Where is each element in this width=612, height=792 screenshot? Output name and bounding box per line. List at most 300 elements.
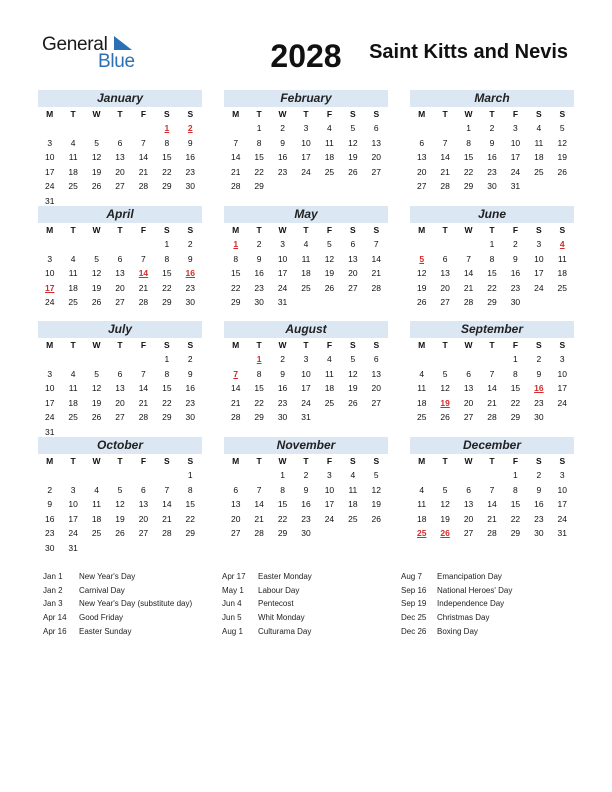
day-cell: 12 — [440, 499, 450, 509]
weekday-header: M — [418, 225, 426, 235]
month-title: April — [38, 206, 202, 223]
day-cell: 18 — [301, 268, 311, 278]
holiday-name: Pentecost — [258, 599, 294, 609]
day-cell: 5 — [94, 137, 99, 148]
holiday-name: New Year's Day — [79, 572, 136, 581]
day-cell: 12 — [557, 137, 568, 148]
month-title: February — [224, 90, 388, 107]
day-cell: 15 — [162, 152, 172, 162]
day-cell: 30 — [534, 412, 544, 422]
day-cell: 21 — [162, 513, 172, 524]
weekday-header: S — [350, 109, 356, 119]
month-october — [38, 437, 202, 555]
day-cell: 20 — [463, 397, 474, 408]
day-cell: 17 — [44, 166, 55, 177]
empty-day-cell — [224, 352, 247, 367]
day-cell: 4 — [419, 368, 425, 379]
empty-day-cell — [108, 352, 131, 367]
holiday-date: Aug 7 — [401, 572, 422, 581]
day-cell: 25 — [68, 412, 78, 422]
day-cell: 28 — [138, 412, 149, 422]
month-september — [410, 321, 574, 425]
holiday-entry — [401, 597, 512, 611]
holiday-date: Jan 1 — [43, 572, 63, 581]
day-cell: 7 — [233, 137, 239, 148]
day-cell: 10 — [557, 368, 568, 379]
day-cell: 24 — [557, 513, 568, 524]
month-may — [224, 206, 388, 310]
day-cell: 10 — [510, 137, 521, 148]
day-cell: 6 — [233, 484, 239, 495]
weekday-header: T — [117, 225, 123, 235]
day-cell: 28 — [230, 412, 241, 422]
day-cell: 28 — [487, 528, 497, 538]
day-cell: 17 — [68, 513, 78, 524]
day-cell: 3 — [327, 470, 332, 480]
day-cell: 22 — [277, 513, 288, 524]
weekday-header: W — [464, 456, 473, 466]
day-cell: 7 — [442, 137, 448, 148]
holiday-date: May 1 — [222, 585, 244, 595]
day-cell: 7 — [373, 239, 379, 249]
holiday-name: New Year's Day (substitute day) — [79, 599, 193, 609]
weekday-header: T — [70, 456, 76, 466]
day-cell: 19 — [348, 152, 358, 162]
holiday-day-cell: 16 — [185, 268, 196, 278]
day-cell: 14 — [487, 499, 497, 509]
empty-day-cell — [85, 237, 108, 252]
day-cell: 7 — [141, 137, 146, 148]
weekday-header: S — [350, 340, 356, 350]
weekday-header: M — [232, 109, 240, 119]
holiday-name: Whit Monday — [258, 613, 305, 623]
day-cell: 2 — [280, 123, 285, 133]
month-january — [38, 90, 202, 208]
weekday-header: W — [92, 456, 101, 466]
holiday-name: Christmas Day — [437, 613, 490, 623]
holiday-name: Easter Monday — [258, 572, 312, 581]
day-cell: 28 — [254, 528, 264, 538]
holiday-entry — [401, 611, 512, 625]
day-cell: 9 — [303, 484, 309, 495]
calendar-year: 2028 — [270, 38, 342, 74]
empty-day-cell — [410, 352, 433, 367]
day-cell: 13 — [115, 383, 125, 393]
day-cell: 13 — [230, 499, 241, 509]
weekday-header: F — [140, 340, 147, 350]
holiday-day-cell: 1 — [256, 354, 262, 364]
weekday-header: W — [92, 225, 101, 235]
day-cell: 30 — [185, 181, 196, 191]
day-cell: 16 — [185, 383, 196, 393]
day-cell: 12 — [416, 268, 427, 278]
day-cell: 2 — [256, 239, 262, 249]
day-cell: 22 — [510, 513, 521, 524]
day-cell: 22 — [162, 397, 172, 408]
month-february — [224, 90, 388, 194]
day-cell: 25 — [348, 513, 358, 524]
empty-day-cell — [38, 352, 61, 367]
weekday-header: M — [46, 109, 54, 119]
weekday-header: S — [187, 456, 194, 466]
day-cell: 23 — [534, 513, 544, 524]
day-cell: 12 — [324, 253, 335, 264]
weekday-header: T — [489, 456, 495, 466]
day-cell: 26 — [416, 297, 427, 307]
holiday-day-cell: 2 — [187, 123, 193, 133]
day-cell: 10 — [557, 484, 568, 495]
day-cell: 26 — [91, 297, 102, 307]
weekday-header: T — [117, 340, 123, 350]
weekday-header: S — [187, 225, 194, 235]
day-cell: 23 — [185, 282, 196, 293]
day-cell: 10 — [68, 499, 78, 509]
day-cell: 22 — [254, 397, 264, 408]
day-cell: 18 — [68, 166, 78, 177]
day-cell: 28 — [162, 528, 172, 538]
day-cell: 13 — [463, 383, 474, 393]
day-cell: 29 — [162, 181, 172, 191]
day-cell: 10 — [44, 268, 55, 278]
day-cell: 22 — [185, 513, 196, 524]
holiday-date: Apr 16 — [43, 626, 67, 636]
day-cell: 13 — [115, 268, 125, 278]
weekday-header: S — [559, 109, 566, 119]
empty-day-cell — [61, 121, 84, 136]
day-cell: 2 — [187, 239, 193, 249]
day-cell: 6 — [373, 123, 379, 133]
day-cell: 5 — [350, 354, 356, 364]
day-cell: 9 — [280, 368, 285, 379]
weekday-header: F — [512, 225, 519, 235]
day-cell: 26 — [91, 181, 102, 191]
weekday-header: T — [256, 456, 262, 466]
holiday-name: Labour Day — [258, 585, 300, 595]
weekday-header: M — [232, 225, 240, 235]
weekday-header: T — [256, 225, 262, 235]
month-grid — [224, 107, 388, 194]
weekday-header: S — [164, 340, 170, 350]
empty-day-cell — [108, 121, 131, 136]
day-cell: 29 — [510, 412, 521, 422]
day-cell: 24 — [534, 282, 544, 293]
weekday-header: T — [442, 109, 448, 119]
day-cell: 6 — [117, 253, 123, 264]
day-cell: 3 — [303, 123, 309, 133]
day-cell: 24 — [557, 397, 568, 408]
day-cell: 4 — [350, 470, 356, 480]
day-cell: 22 — [230, 282, 241, 293]
empty-day-cell — [85, 121, 108, 136]
weekday-header: T — [303, 109, 309, 119]
holiday-day-cell: 5 — [419, 253, 425, 264]
day-cell: 4 — [303, 239, 309, 249]
weekday-header: W — [92, 109, 101, 119]
day-cell: 8 — [466, 137, 471, 148]
day-cell: 17 — [510, 152, 521, 162]
holiday-entry — [222, 597, 312, 611]
month-march — [410, 90, 574, 194]
empty-day-cell — [433, 121, 456, 136]
day-cell: 17 — [301, 152, 311, 162]
day-cell: 2 — [47, 484, 53, 495]
day-cell: 26 — [348, 166, 358, 177]
weekday-header: S — [559, 340, 566, 350]
weekday-header: S — [536, 340, 542, 350]
day-cell: 8 — [164, 137, 170, 148]
empty-day-cell — [247, 468, 270, 483]
day-cell: 17 — [301, 383, 311, 393]
day-cell: 6 — [442, 253, 448, 264]
day-cell: 3 — [47, 137, 53, 148]
day-cell: 9 — [536, 484, 542, 495]
day-cell: 24 — [324, 513, 335, 524]
weekday-header: F — [326, 340, 333, 350]
day-cell: 11 — [325, 137, 334, 148]
day-cell: 4 — [327, 354, 332, 364]
day-cell: 1 — [164, 354, 170, 364]
holiday-entry — [43, 625, 192, 639]
day-cell: 8 — [256, 368, 262, 379]
day-cell: 10 — [301, 368, 311, 379]
day-cell: 24 — [68, 528, 78, 538]
day-cell: 8 — [280, 484, 285, 495]
day-cell: 24 — [44, 297, 55, 307]
day-cell: 25 — [416, 412, 427, 422]
day-cell: 8 — [164, 253, 170, 264]
day-cell: 2 — [489, 123, 495, 133]
day-cell: 25 — [324, 166, 335, 177]
day-cell: 18 — [534, 152, 544, 162]
day-cell: 21 — [138, 166, 149, 177]
day-cell: 17 — [557, 383, 568, 393]
month-july — [38, 321, 202, 439]
empty-day-cell — [61, 352, 84, 367]
day-cell: 19 — [324, 268, 335, 278]
day-cell: 10 — [277, 253, 288, 264]
day-cell: 18 — [68, 397, 78, 408]
empty-day-cell — [132, 237, 155, 252]
day-cell: 27 — [371, 397, 382, 408]
month-grid — [410, 454, 574, 541]
day-cell: 3 — [70, 484, 76, 495]
weekday-header: T — [442, 456, 448, 466]
day-cell: 6 — [141, 484, 146, 495]
day-cell: 21 — [138, 282, 149, 293]
empty-day-cell — [132, 468, 155, 483]
weekday-header: F — [512, 456, 519, 466]
day-cell: 16 — [487, 152, 497, 162]
day-cell: 10 — [44, 152, 55, 162]
empty-day-cell — [108, 237, 131, 252]
empty-day-cell — [410, 237, 433, 252]
day-cell: 16 — [277, 152, 288, 162]
day-cell: 25 — [324, 397, 335, 408]
holiday-date: Dec 26 — [401, 626, 427, 636]
day-cell: 31 — [68, 542, 78, 553]
day-cell: 14 — [138, 152, 149, 162]
empty-day-cell — [85, 352, 108, 367]
day-cell: 9 — [536, 368, 542, 379]
day-cell: 23 — [301, 513, 311, 524]
day-cell: 14 — [254, 499, 264, 509]
weekday-header: S — [559, 225, 566, 235]
empty-day-cell — [61, 468, 84, 483]
holiday-entry — [222, 584, 312, 598]
day-cell: 14 — [371, 253, 382, 264]
day-cell: 13 — [463, 499, 474, 509]
weekday-header: T — [303, 340, 309, 350]
day-cell: 29 — [254, 181, 264, 191]
month-title: May — [224, 206, 388, 223]
day-cell: 18 — [91, 513, 102, 524]
day-cell: 15 — [510, 499, 521, 509]
day-cell: 16 — [301, 499, 311, 509]
weekday-header: S — [164, 109, 170, 119]
day-cell: 28 — [138, 297, 149, 307]
day-cell: 19 — [115, 513, 125, 524]
day-cell: 29 — [487, 297, 497, 307]
day-cell: 21 — [487, 513, 497, 524]
logo-triangle-icon — [112, 34, 134, 52]
day-cell: 3 — [47, 253, 53, 264]
day-cell: 22 — [487, 282, 497, 293]
empty-day-cell — [108, 468, 131, 483]
weekday-header: W — [92, 340, 101, 350]
weekday-header: S — [373, 340, 380, 350]
day-cell: 6 — [466, 368, 471, 379]
empty-day-cell — [457, 468, 480, 483]
day-cell: 7 — [141, 253, 146, 264]
day-cell: 15 — [487, 268, 497, 278]
holiday-date: Sep 19 — [401, 599, 427, 609]
day-cell: 26 — [348, 397, 358, 408]
day-cell: 15 — [510, 383, 521, 393]
day-cell: 31 — [44, 426, 55, 437]
day-cell: 30 — [510, 297, 521, 307]
day-cell: 24 — [44, 412, 55, 422]
day-cell: 31 — [301, 412, 311, 422]
day-cell: 18 — [324, 383, 335, 393]
day-cell: 4 — [419, 484, 425, 495]
day-cell: 14 — [230, 152, 241, 162]
month-title: December — [410, 437, 574, 454]
weekday-header: T — [442, 225, 448, 235]
day-cell: 26 — [440, 412, 450, 422]
day-cell: 23 — [510, 282, 521, 293]
day-cell: 19 — [416, 282, 427, 293]
day-cell: 13 — [115, 152, 125, 162]
day-cell: 14 — [162, 499, 172, 509]
weekday-header: T — [303, 225, 309, 235]
day-cell: 21 — [440, 166, 450, 177]
day-cell: 31 — [44, 195, 55, 206]
day-cell: 15 — [162, 268, 172, 278]
day-cell: 20 — [416, 166, 427, 177]
day-cell: 4 — [70, 253, 76, 264]
day-cell: 27 — [463, 412, 474, 422]
day-cell: 28 — [440, 181, 450, 191]
day-cell: 5 — [94, 253, 99, 264]
day-cell: 5 — [94, 368, 99, 379]
holiday-date: Dec 25 — [401, 613, 427, 623]
day-cell: 7 — [141, 368, 146, 379]
day-cell: 7 — [489, 368, 495, 379]
day-cell: 6 — [350, 239, 356, 249]
day-cell: 15 — [185, 499, 196, 509]
holiday-name: Culturama Day — [258, 626, 312, 636]
day-cell: 17 — [324, 499, 335, 509]
day-cell: 21 — [254, 513, 264, 524]
day-cell: 6 — [117, 137, 123, 148]
day-cell: 18 — [68, 282, 78, 293]
month-title: October — [38, 437, 202, 454]
month-grid — [38, 107, 202, 208]
day-cell: 2 — [536, 354, 542, 364]
weekday-header: S — [164, 456, 170, 466]
weekday-header: T — [70, 109, 76, 119]
day-cell: 12 — [115, 499, 125, 509]
day-cell: 8 — [489, 253, 495, 264]
holiday-entry — [43, 584, 192, 598]
weekday-header: S — [536, 456, 542, 466]
holiday-day-cell: 16 — [534, 383, 544, 393]
holiday-entry — [222, 625, 312, 639]
day-cell: 28 — [371, 282, 382, 293]
day-cell: 8 — [233, 253, 239, 264]
holiday-column — [43, 570, 192, 638]
day-cell: 19 — [371, 499, 382, 509]
month-august — [224, 321, 388, 425]
holiday-entry — [222, 570, 312, 584]
weekday-header: S — [536, 225, 542, 235]
day-cell: 20 — [115, 282, 125, 293]
empty-day-cell — [480, 468, 503, 483]
weekday-header: T — [303, 456, 309, 466]
holiday-date: Jun 4 — [222, 599, 242, 609]
weekday-header: W — [464, 340, 473, 350]
month-grid — [410, 107, 574, 194]
day-cell: 23 — [185, 397, 196, 408]
holiday-column — [401, 570, 512, 638]
day-cell: 11 — [68, 268, 78, 278]
weekday-header: S — [164, 225, 170, 235]
empty-day-cell — [457, 237, 480, 252]
day-cell: 28 — [138, 181, 149, 191]
day-cell: 18 — [557, 268, 568, 278]
day-cell: 2 — [536, 470, 542, 480]
empty-day-cell — [433, 237, 456, 252]
day-cell: 26 — [371, 513, 382, 524]
weekday-header: M — [46, 456, 54, 466]
weekday-header: S — [350, 225, 356, 235]
day-cell: 12 — [348, 368, 358, 379]
month-title: June — [410, 206, 574, 223]
day-cell: 30 — [44, 542, 55, 553]
day-cell: 13 — [416, 152, 427, 162]
month-grid — [224, 338, 388, 425]
weekday-header: W — [278, 109, 287, 119]
day-cell: 7 — [466, 253, 471, 264]
day-cell: 18 — [348, 499, 358, 509]
weekday-header: M — [46, 225, 54, 235]
day-cell: 21 — [463, 282, 474, 293]
weekday-header: T — [256, 340, 262, 350]
day-cell: 27 — [115, 181, 125, 191]
day-cell: 29 — [463, 181, 474, 191]
day-cell: 12 — [348, 137, 358, 148]
weekday-header: M — [418, 340, 426, 350]
